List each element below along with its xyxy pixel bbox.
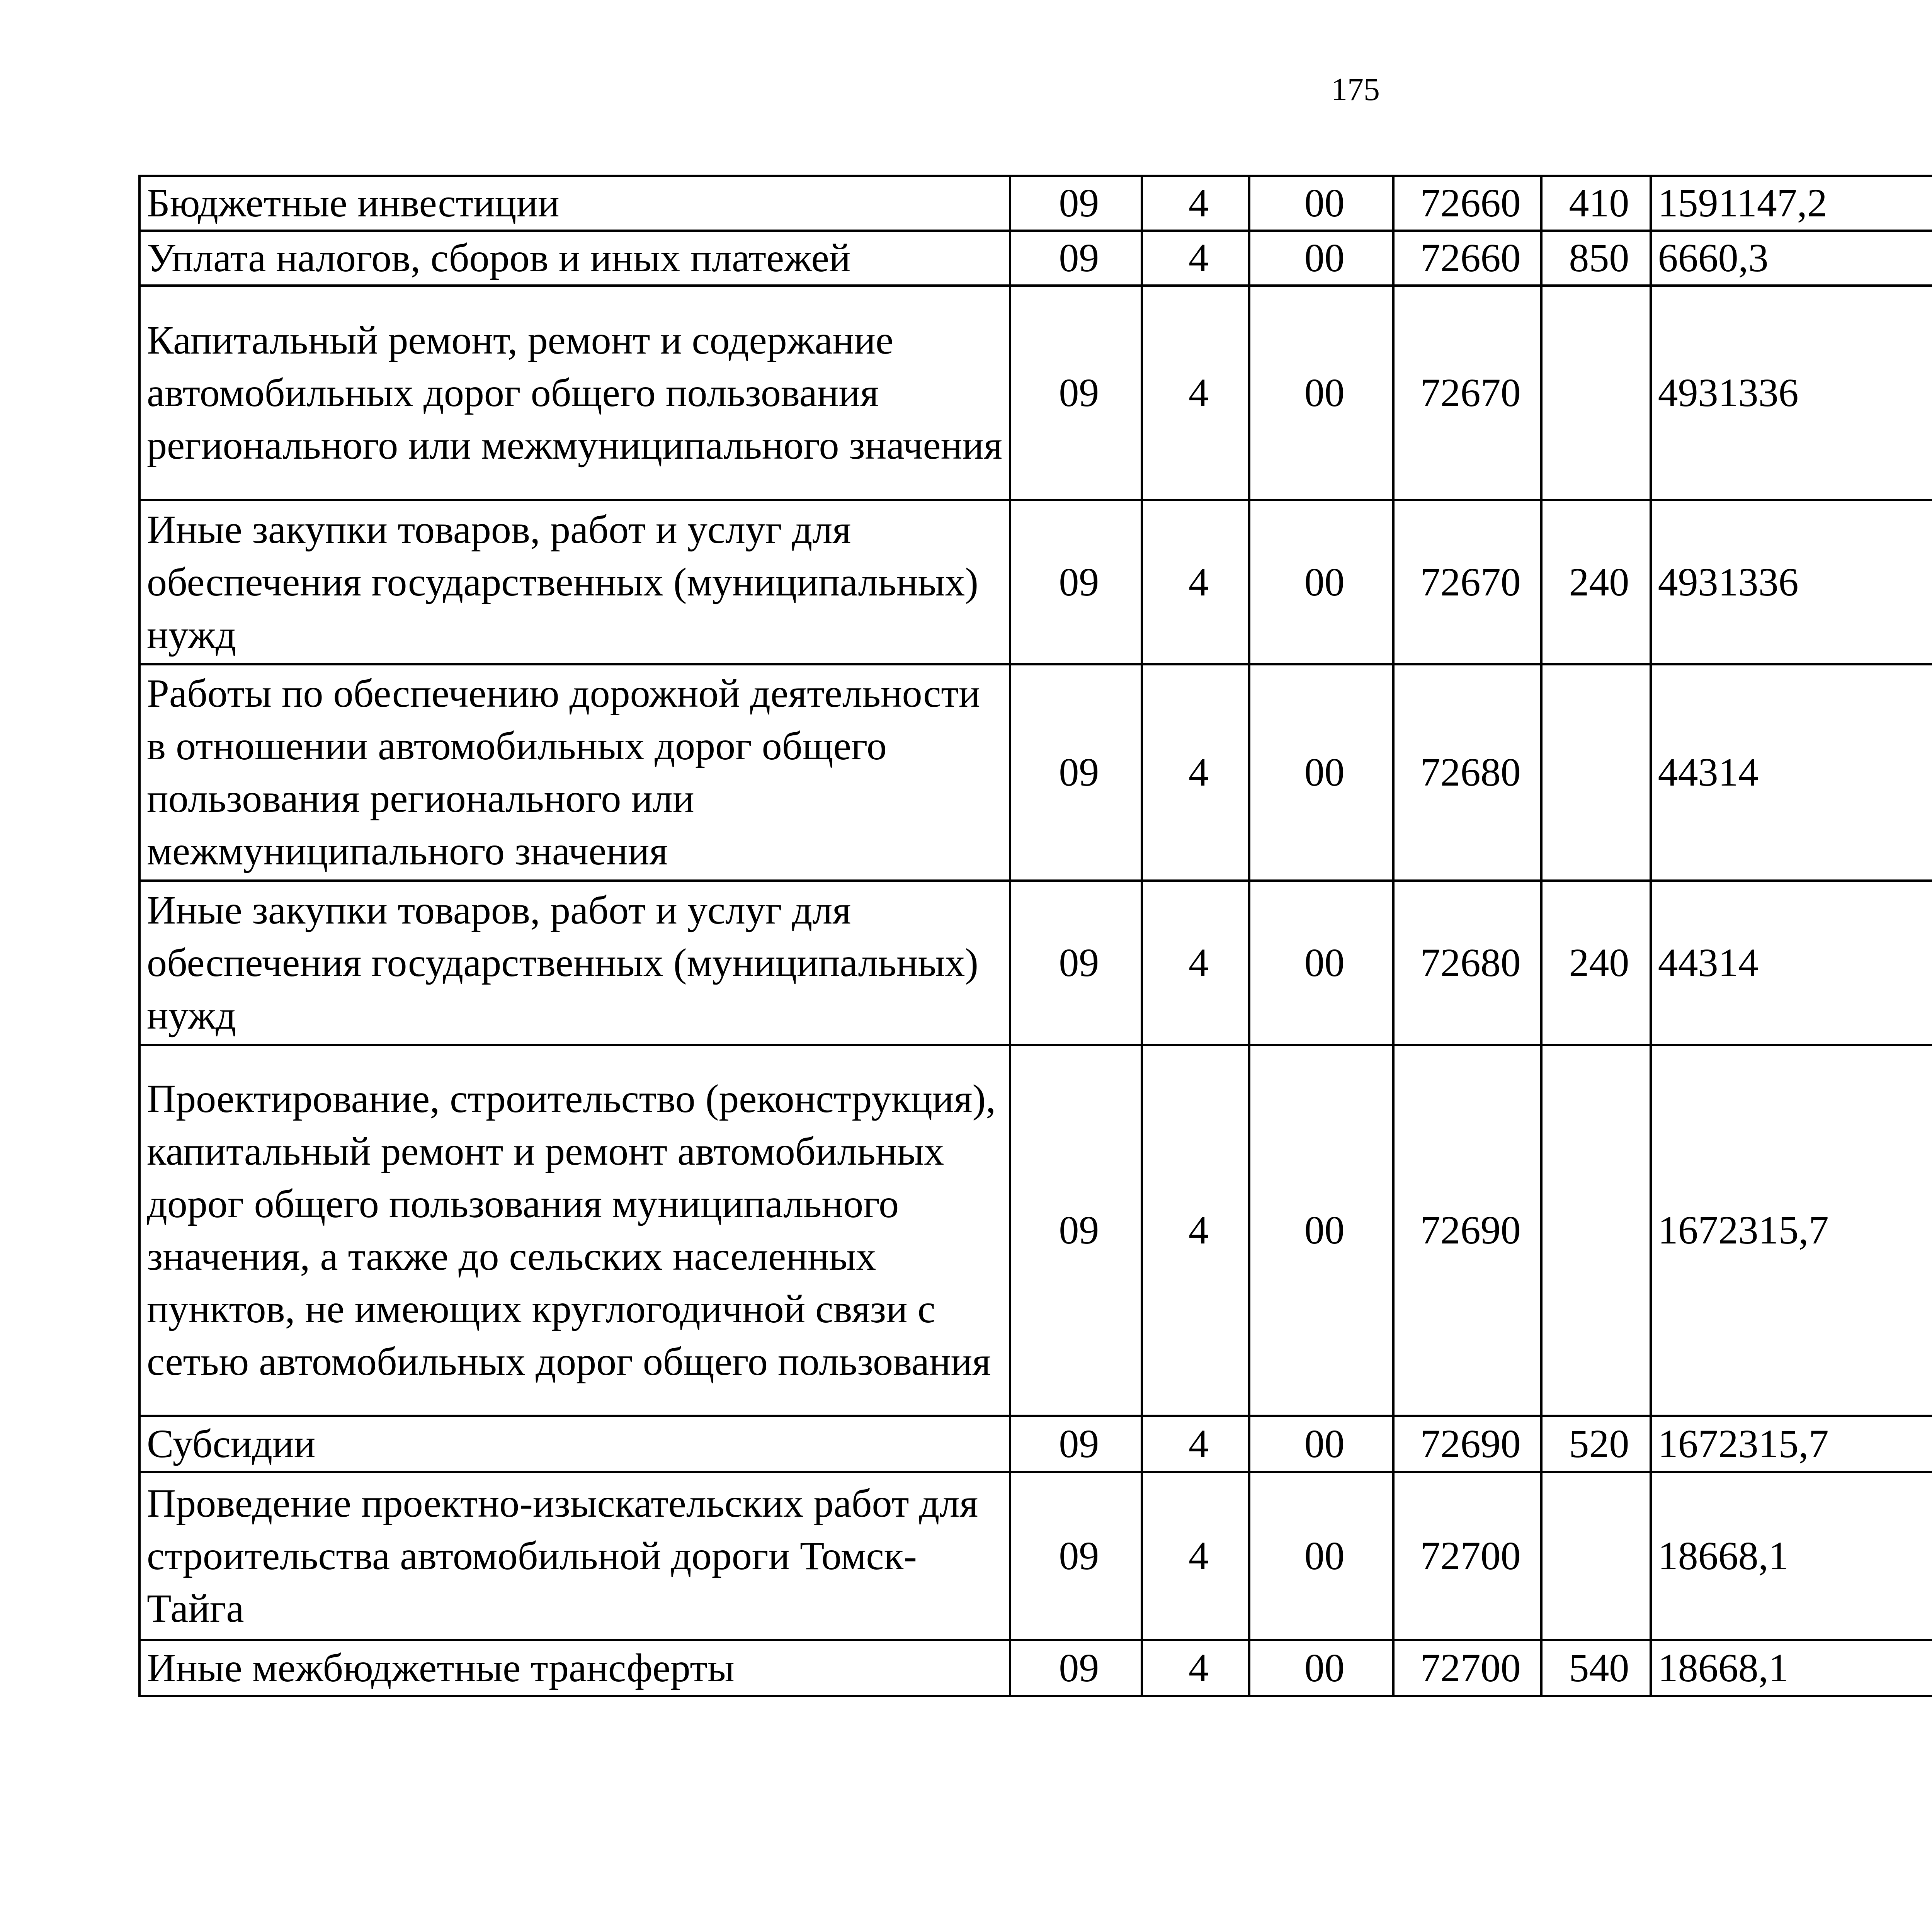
- amount-year-1: 1672315,7: [1651, 1416, 1932, 1472]
- row-name: Иные межбюджетные трансферты: [139, 1640, 1010, 1696]
- row-name: Уплата налогов, сборов и иных платежей: [139, 231, 1010, 286]
- group-code: 4: [1142, 1472, 1250, 1640]
- group-code: 4: [1142, 881, 1250, 1045]
- expense-type: 240: [1541, 500, 1651, 664]
- expense-type: 240: [1541, 881, 1651, 1045]
- table-row: [139, 664, 1932, 881]
- expense-type: [1541, 286, 1651, 500]
- table-row: [139, 286, 1932, 500]
- budget-table: [138, 175, 1932, 1697]
- row-name: Работы по обеспечению дорожной деятельности в отношении автомобильных дорог общего пользования регионального или межмуниципального значения: [139, 664, 1010, 881]
- group-code: 4: [1142, 286, 1250, 500]
- section-code: 09: [1010, 664, 1142, 881]
- group-code: 4: [1142, 500, 1250, 664]
- group-code: 4: [1142, 1640, 1250, 1696]
- subgroup-code: 00: [1249, 231, 1393, 286]
- table-row: [139, 231, 1932, 286]
- target-code: 72700: [1393, 1472, 1541, 1640]
- row-name: Проведение проектно-изыскательских работ для строительства автомобильной дороги Томск-Тайга: [139, 1472, 1010, 1640]
- section-code: 09: [1010, 1472, 1142, 1640]
- section-code: 09: [1010, 1416, 1142, 1472]
- row-name: Субсидии: [139, 1416, 1010, 1472]
- expense-type: 520: [1541, 1416, 1651, 1472]
- target-code: 72700: [1393, 1640, 1541, 1696]
- subgroup-code: 00: [1249, 881, 1393, 1045]
- section-code: 09: [1010, 881, 1142, 1045]
- subgroup-code: 00: [1249, 1045, 1393, 1416]
- subgroup-code: 00: [1249, 286, 1393, 500]
- subgroup-code: 00: [1249, 1472, 1393, 1640]
- subgroup-code: 00: [1249, 176, 1393, 231]
- expense-type: 540: [1541, 1640, 1651, 1696]
- group-code: 4: [1142, 1416, 1250, 1472]
- target-code: 72690: [1393, 1416, 1541, 1472]
- amount-year-1: 6660,3: [1651, 231, 1932, 286]
- target-code: 72690: [1393, 1045, 1541, 1416]
- section-code: 09: [1010, 1045, 1142, 1416]
- table-row: [139, 1640, 1932, 1696]
- table-row: [139, 1045, 1932, 1416]
- table-row: [139, 1416, 1932, 1472]
- amount-year-1: 44314: [1651, 664, 1932, 881]
- page-number: 175: [1331, 71, 1380, 107]
- table-row: [139, 176, 1932, 231]
- section-code: 09: [1010, 500, 1142, 664]
- section-code: 09: [1010, 231, 1142, 286]
- expense-type: [1541, 664, 1651, 881]
- subgroup-code: 00: [1249, 1416, 1393, 1472]
- row-name: Бюджетные инвестиции: [139, 176, 1010, 231]
- expense-type: [1541, 1472, 1651, 1640]
- target-code: 72680: [1393, 664, 1541, 881]
- target-code: 72670: [1393, 286, 1541, 500]
- subgroup-code: 00: [1249, 664, 1393, 881]
- amount-year-1: 4931336: [1651, 500, 1932, 664]
- amount-year-1: 1672315,7: [1651, 1045, 1932, 1416]
- target-code: 72670: [1393, 500, 1541, 664]
- target-code: 72660: [1393, 176, 1541, 231]
- section-code: 09: [1010, 1640, 1142, 1696]
- group-code: 4: [1142, 1045, 1250, 1416]
- subgroup-code: 00: [1249, 1640, 1393, 1696]
- subgroup-code: 00: [1249, 500, 1393, 664]
- amount-year-1: 44314: [1651, 881, 1932, 1045]
- section-code: 09: [1010, 286, 1142, 500]
- expense-type: [1541, 1045, 1651, 1416]
- amount-year-1: 18668,1: [1651, 1640, 1932, 1696]
- expense-type: 410: [1541, 176, 1651, 231]
- table-row: [139, 1472, 1932, 1640]
- row-name: Проектирование, строительство (реконструкция), капитальный ремонт и ремонт автомобильных дорог общего пользования муниципального значения, а также до сельских населенных пунктов, не имеющих круглогодичной связи с сетью автомобильных дорог общего пользования: [139, 1045, 1010, 1416]
- section-code: 09: [1010, 176, 1142, 231]
- row-name: Иные закупки товаров, работ и услуг для обеспечения государственных (муниципальных) нужд: [139, 881, 1010, 1045]
- group-code: 4: [1142, 664, 1250, 881]
- group-code: 4: [1142, 231, 1250, 286]
- target-code: 72680: [1393, 881, 1541, 1045]
- table-row: [139, 500, 1932, 664]
- expense-type: 850: [1541, 231, 1651, 286]
- table-row: [139, 881, 1932, 1045]
- amount-year-1: 1591147,2: [1651, 176, 1932, 231]
- row-name: Капитальный ремонт, ремонт и содержание автомобильных дорог общего пользования регионального или межмуниципального значения: [139, 286, 1010, 500]
- row-name: Иные закупки товаров, работ и услуг для обеспечения государственных (муниципальных) нужд: [139, 500, 1010, 664]
- target-code: 72660: [1393, 231, 1541, 286]
- amount-year-1: 18668,1: [1651, 1472, 1932, 1640]
- amount-year-1: 4931336: [1651, 286, 1932, 500]
- group-code: 4: [1142, 176, 1250, 231]
